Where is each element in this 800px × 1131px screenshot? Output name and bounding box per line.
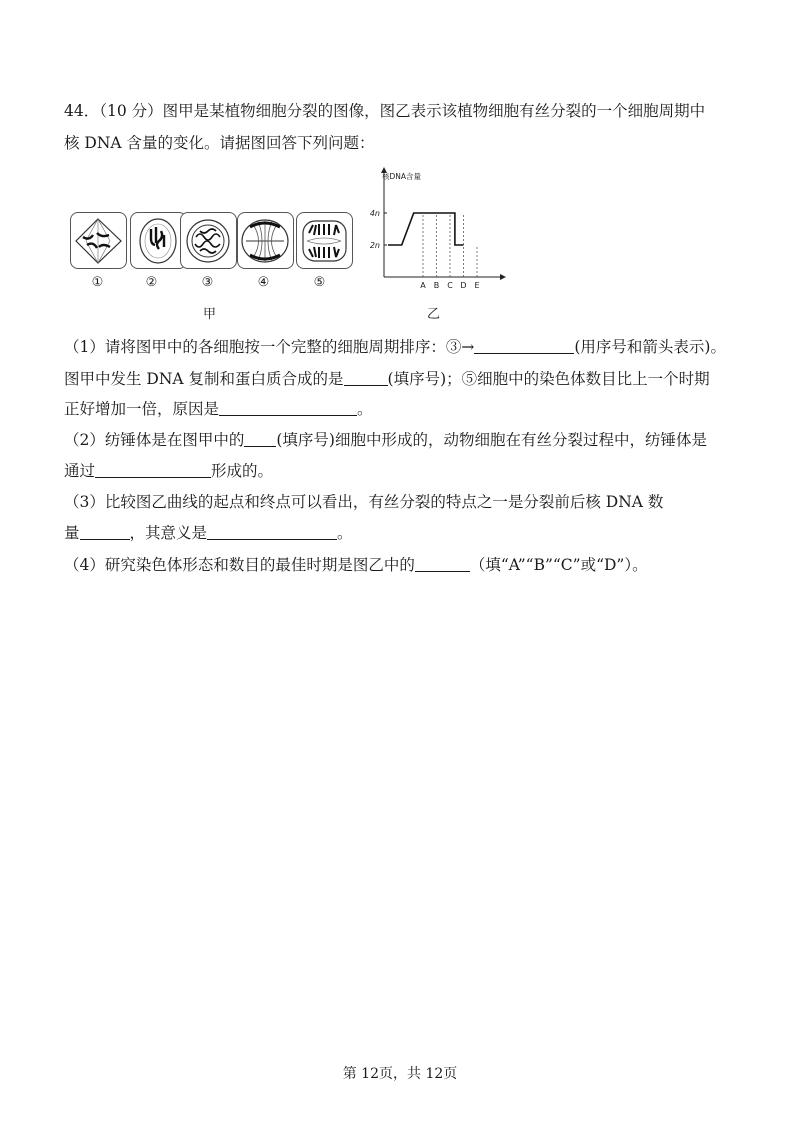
sub-question-4-line1 (64, 554, 648, 576)
cell-label-1: ① (91, 275, 104, 290)
cell-image-1 (70, 212, 127, 269)
answer-blank-5[interactable] (95, 461, 211, 478)
figure-yi-caption: 乙 (427, 307, 441, 322)
x-axis-arrow (500, 274, 506, 280)
cell-label-5: ⑤ (313, 275, 326, 290)
cell-image-4 (237, 212, 294, 269)
answer-blank-1[interactable] (474, 337, 574, 354)
sub1-line3-text-a: 正好增加一倍，原因是 (64, 400, 220, 418)
cell-label-3: ③ (201, 275, 214, 290)
figure-yi-chart (360, 163, 510, 303)
answer-blank-6[interactable] (80, 523, 130, 540)
sub-question-1-line3 (64, 398, 373, 420)
cell-5-drawing (297, 213, 352, 268)
cell-image-2 (130, 212, 187, 269)
sub1-line3-text-b: 。 (357, 400, 373, 418)
sub4-text-b: （填“A”“B”“C”或“D”）。 (469, 556, 648, 574)
cell-4-drawing (238, 213, 293, 268)
sub1-text-b: (用序号和箭头表示)。 (574, 338, 726, 356)
x-tick-label-E: E (474, 281, 480, 290)
x-tick-label-C: C (447, 281, 453, 290)
sub3-line2-text-b: ，其意义是 (129, 524, 208, 542)
y-tick-label-2n: 2n (369, 241, 380, 250)
sub3-line2-text-a: 量 (64, 524, 80, 542)
x-tick-label-A: A (420, 281, 426, 290)
answer-blank-3[interactable] (219, 399, 357, 416)
y-tick-label-4n: 4n (369, 209, 380, 218)
page-footer: 第 12页，共 12页 (342, 1066, 458, 1082)
sub-question-1-line1 (64, 336, 726, 358)
y-axis-label: 核DNA含量 (382, 172, 422, 181)
dna-content-line (388, 213, 463, 245)
cell-3-drawing (181, 213, 236, 268)
sub2-line2-text-b: 形成的。 (211, 462, 274, 480)
answer-blank-4[interactable] (244, 430, 276, 447)
answer-blank-7[interactable] (207, 523, 337, 540)
question-header-line1: 44．（10 分）图甲是某植物细胞分裂的图像，图乙表示该植物细胞有丝分裂的一个细胞周期中 (64, 102, 706, 120)
sub1-text-a: （1）请将图甲中的各细胞按一个完整的细胞周期排序：③→ (64, 338, 475, 356)
sub2-line2-text-a: 通过 (64, 462, 96, 480)
x-tick-label-B: B (433, 281, 440, 290)
sub-question-2-line1 (64, 429, 707, 451)
sub1-line2-text-b: (填序号)；⑤细胞中的染色体数目比上一个时期 (387, 370, 710, 388)
sub3-line2-text-c: 。 (337, 524, 353, 542)
cell-label-4: ④ (257, 275, 270, 290)
answer-blank-2[interactable] (344, 369, 388, 386)
sub4-text-a: （4）研究染色体形态和数目的最佳时期是图乙中的 (64, 556, 415, 574)
sub-question-1-line2 (64, 368, 710, 390)
sub-question-3-line2 (64, 522, 353, 544)
x-tick-label-D: D (460, 281, 467, 290)
sub2-text-b: (填序号)细胞中形成的，动物细胞在有丝分裂过程中，纺锤体是 (276, 431, 707, 449)
sub-question-3-line1: （3）比较图乙曲线的起点和终点可以看出，有丝分裂的特点之一是分裂前后核 DNA 数 (64, 493, 664, 511)
cell-image-3 (180, 212, 237, 269)
cell-1-drawing (71, 213, 126, 268)
sub-question-2-line2 (64, 460, 273, 482)
cell-image-5 (296, 212, 353, 269)
sub1-line2-text-a: 图甲中发生 DNA 复制和蛋白质合成的是 (64, 370, 344, 388)
cell-2-drawing (131, 213, 186, 268)
figure-jia-caption: 甲 (203, 307, 217, 322)
sub2-text-a: （2）纺锤体是在图甲中的 (64, 431, 245, 449)
answer-blank-8[interactable] (415, 555, 470, 572)
question-header-line2: 核 DNA 含量的变化。请据图回答下列问题： (64, 134, 375, 152)
cell-label-2: ② (145, 275, 158, 290)
